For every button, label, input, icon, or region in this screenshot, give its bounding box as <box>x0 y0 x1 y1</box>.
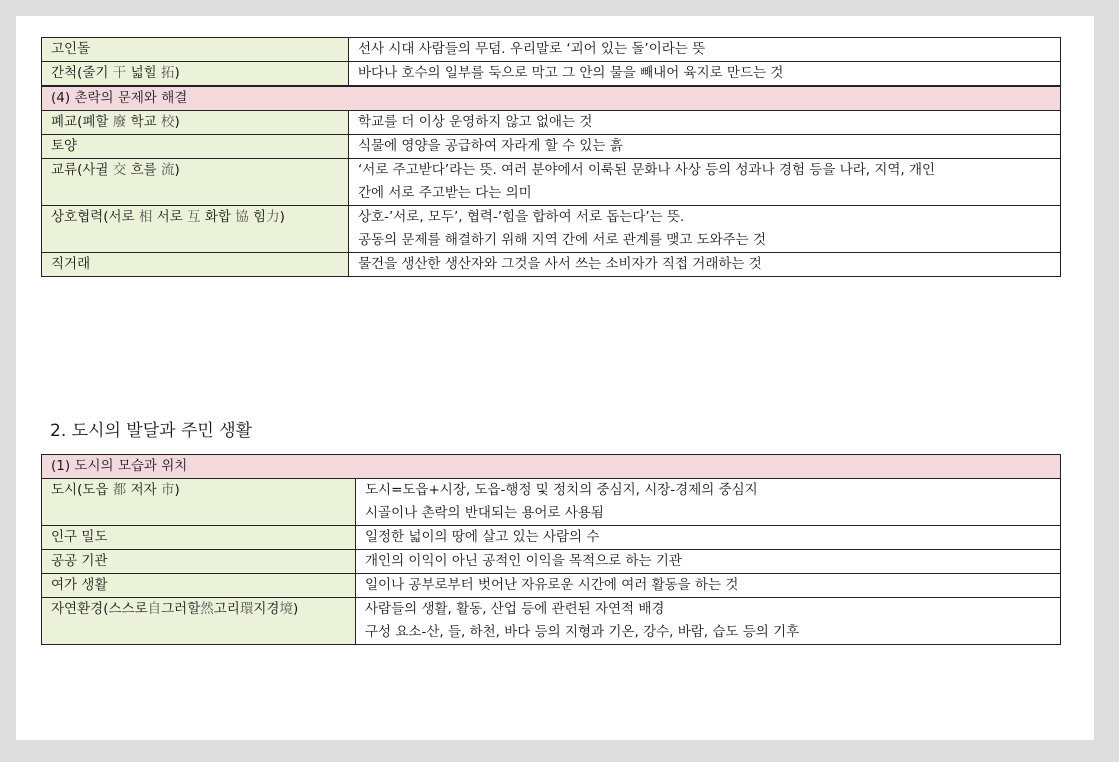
term-cell: 인구 밀도 <box>42 526 356 550</box>
term-row <box>42 574 1061 598</box>
hanja-character: 相 <box>138 209 153 225</box>
definition-line: 일정한 넓이의 땅에 살고 있는 사람의 수 <box>365 529 600 545</box>
term-cell: 도시(도읍 都 저자 市) <box>42 479 356 526</box>
hanja-character: 自 <box>147 601 162 617</box>
definition-line: 시골이나 촌락의 반대되는 용어로 사용됨 <box>365 505 604 521</box>
definition-cell <box>356 574 1061 598</box>
section-title: (1) 도시의 모습과 위치 <box>42 455 1061 479</box>
definition-line: 일이나 공부로부터 벗어난 자유로운 시간에 여러 활동을 하는 것 <box>365 577 739 593</box>
definition-line: 사람들의 생활, 활동, 산업 등에 관련된 자연적 배경 <box>365 601 665 617</box>
term-row <box>42 111 1061 135</box>
definition-line: 도시=도읍+시장, 도읍-행정 및 정치의 중심지, 시장-경제의 중심지 <box>365 482 758 498</box>
hanja-character: 交 <box>112 162 127 178</box>
section-heading: 2. 도시의 발달과 주민 생활 <box>50 421 253 441</box>
term-row <box>42 253 1061 277</box>
term-row <box>42 526 1061 550</box>
term-cell: 여가 생활 <box>42 574 356 598</box>
definition-line: 선사 시대 사람들의 무덤. 우리말로 ‘괴어 있는 돌’이라는 뜻 <box>358 41 706 57</box>
hanja-character: 干 <box>112 65 127 81</box>
term-cell: 상호협력(서로 相 서로 互 화합 協 힘力) <box>42 206 349 253</box>
document-page <box>16 16 1094 740</box>
hanja-character: 力 <box>266 209 280 225</box>
definition-line: 식물에 영양을 공급하여 자라게 할 수 있는 흙 <box>358 138 623 154</box>
term-cell: 자연환경(스스로自그러할然고리環지경境) <box>42 598 356 645</box>
definition-line: 공동의 문제를 해결하기 위해 지역 간에 서로 관계를 맺고 도와주는 것 <box>358 232 767 248</box>
section-title: (4) 촌락의 문제와 해결 <box>42 86 1061 111</box>
term-row <box>42 598 1061 645</box>
term-cell: 교류(사귈 交 흐를 流) <box>42 159 349 206</box>
vocabulary-table-2-body <box>42 455 1061 645</box>
term-row <box>42 159 1061 206</box>
definition-cell <box>356 479 1061 526</box>
hanja-character: 然 <box>200 601 214 617</box>
term-row <box>42 135 1061 159</box>
definition-line: ‘서로 주고받다’라는 뜻. 여러 분야에서 이룩된 문화나 사상 등의 성과나 경험 등을 나라, 지역, 개인 <box>358 162 936 178</box>
term-cell: 간척(줄기 干 넓힐 拓) <box>42 62 349 87</box>
term-cell: 공공 기관 <box>42 550 356 574</box>
section-row <box>42 86 1061 111</box>
vocabulary-table-1 <box>41 37 1061 277</box>
definition-line: 구성 요소-산, 들, 하천, 바다 등의 지형과 기온, 강수, 바람, 습도 등의 기후 <box>365 624 800 640</box>
definition-cell <box>349 253 1061 277</box>
term-row <box>42 38 1061 62</box>
definition-cell <box>349 159 1061 206</box>
definition-cell <box>349 62 1061 87</box>
definition-line: 물건을 생산한 생산자와 그것을 사서 쓰는 소비자가 직접 거래하는 것 <box>358 256 762 272</box>
term-cell: 직거래 <box>42 253 349 277</box>
term-cell: 고인돌 <box>42 38 349 62</box>
term-row <box>42 550 1061 574</box>
definition-cell <box>356 550 1061 574</box>
definition-cell <box>356 526 1061 550</box>
definition-line: 간에 서로 주고받는 다는 의미 <box>358 185 532 201</box>
definition-line: 상호-’서로, 모두’, 협력-’힘을 합하여 서로 돕는다’는 뜻. <box>358 209 685 225</box>
hanja-character: 互 <box>187 209 201 225</box>
term-row <box>42 479 1061 526</box>
term-cell: 폐교(폐할 廢 학교 校) <box>42 111 349 135</box>
hanja-character: 拓 <box>160 65 175 81</box>
hanja-character: 協 <box>235 209 249 225</box>
definition-cell <box>349 111 1061 135</box>
hanja-character: 校 <box>160 114 175 130</box>
definition-cell <box>349 206 1061 253</box>
definition-cell <box>349 135 1061 159</box>
hanja-character: 境 <box>279 601 293 617</box>
section-row <box>42 455 1061 479</box>
term-row <box>42 62 1061 87</box>
hanja-character: 環 <box>239 601 254 617</box>
term-row <box>42 206 1061 253</box>
hanja-character: 都 <box>112 482 127 498</box>
definition-cell <box>356 598 1061 645</box>
hanja-character: 廢 <box>112 114 127 130</box>
hanja-character: 流 <box>160 162 175 178</box>
hanja-character: 市 <box>160 482 175 498</box>
definition-line: 학교를 더 이상 운영하지 않고 없애는 것 <box>358 114 593 130</box>
vocabulary-table-1-body <box>42 38 1061 277</box>
term-cell: 토양 <box>42 135 349 159</box>
definition-line: 바다나 호수의 일부를 둑으로 막고 그 안의 물을 빼내어 육지로 만드는 것 <box>358 65 784 81</box>
definition-cell <box>349 38 1061 62</box>
vocabulary-table-2 <box>41 454 1061 645</box>
definition-line: 개인의 이익이 아닌 공적인 이익을 목적으로 하는 기관 <box>365 553 682 569</box>
